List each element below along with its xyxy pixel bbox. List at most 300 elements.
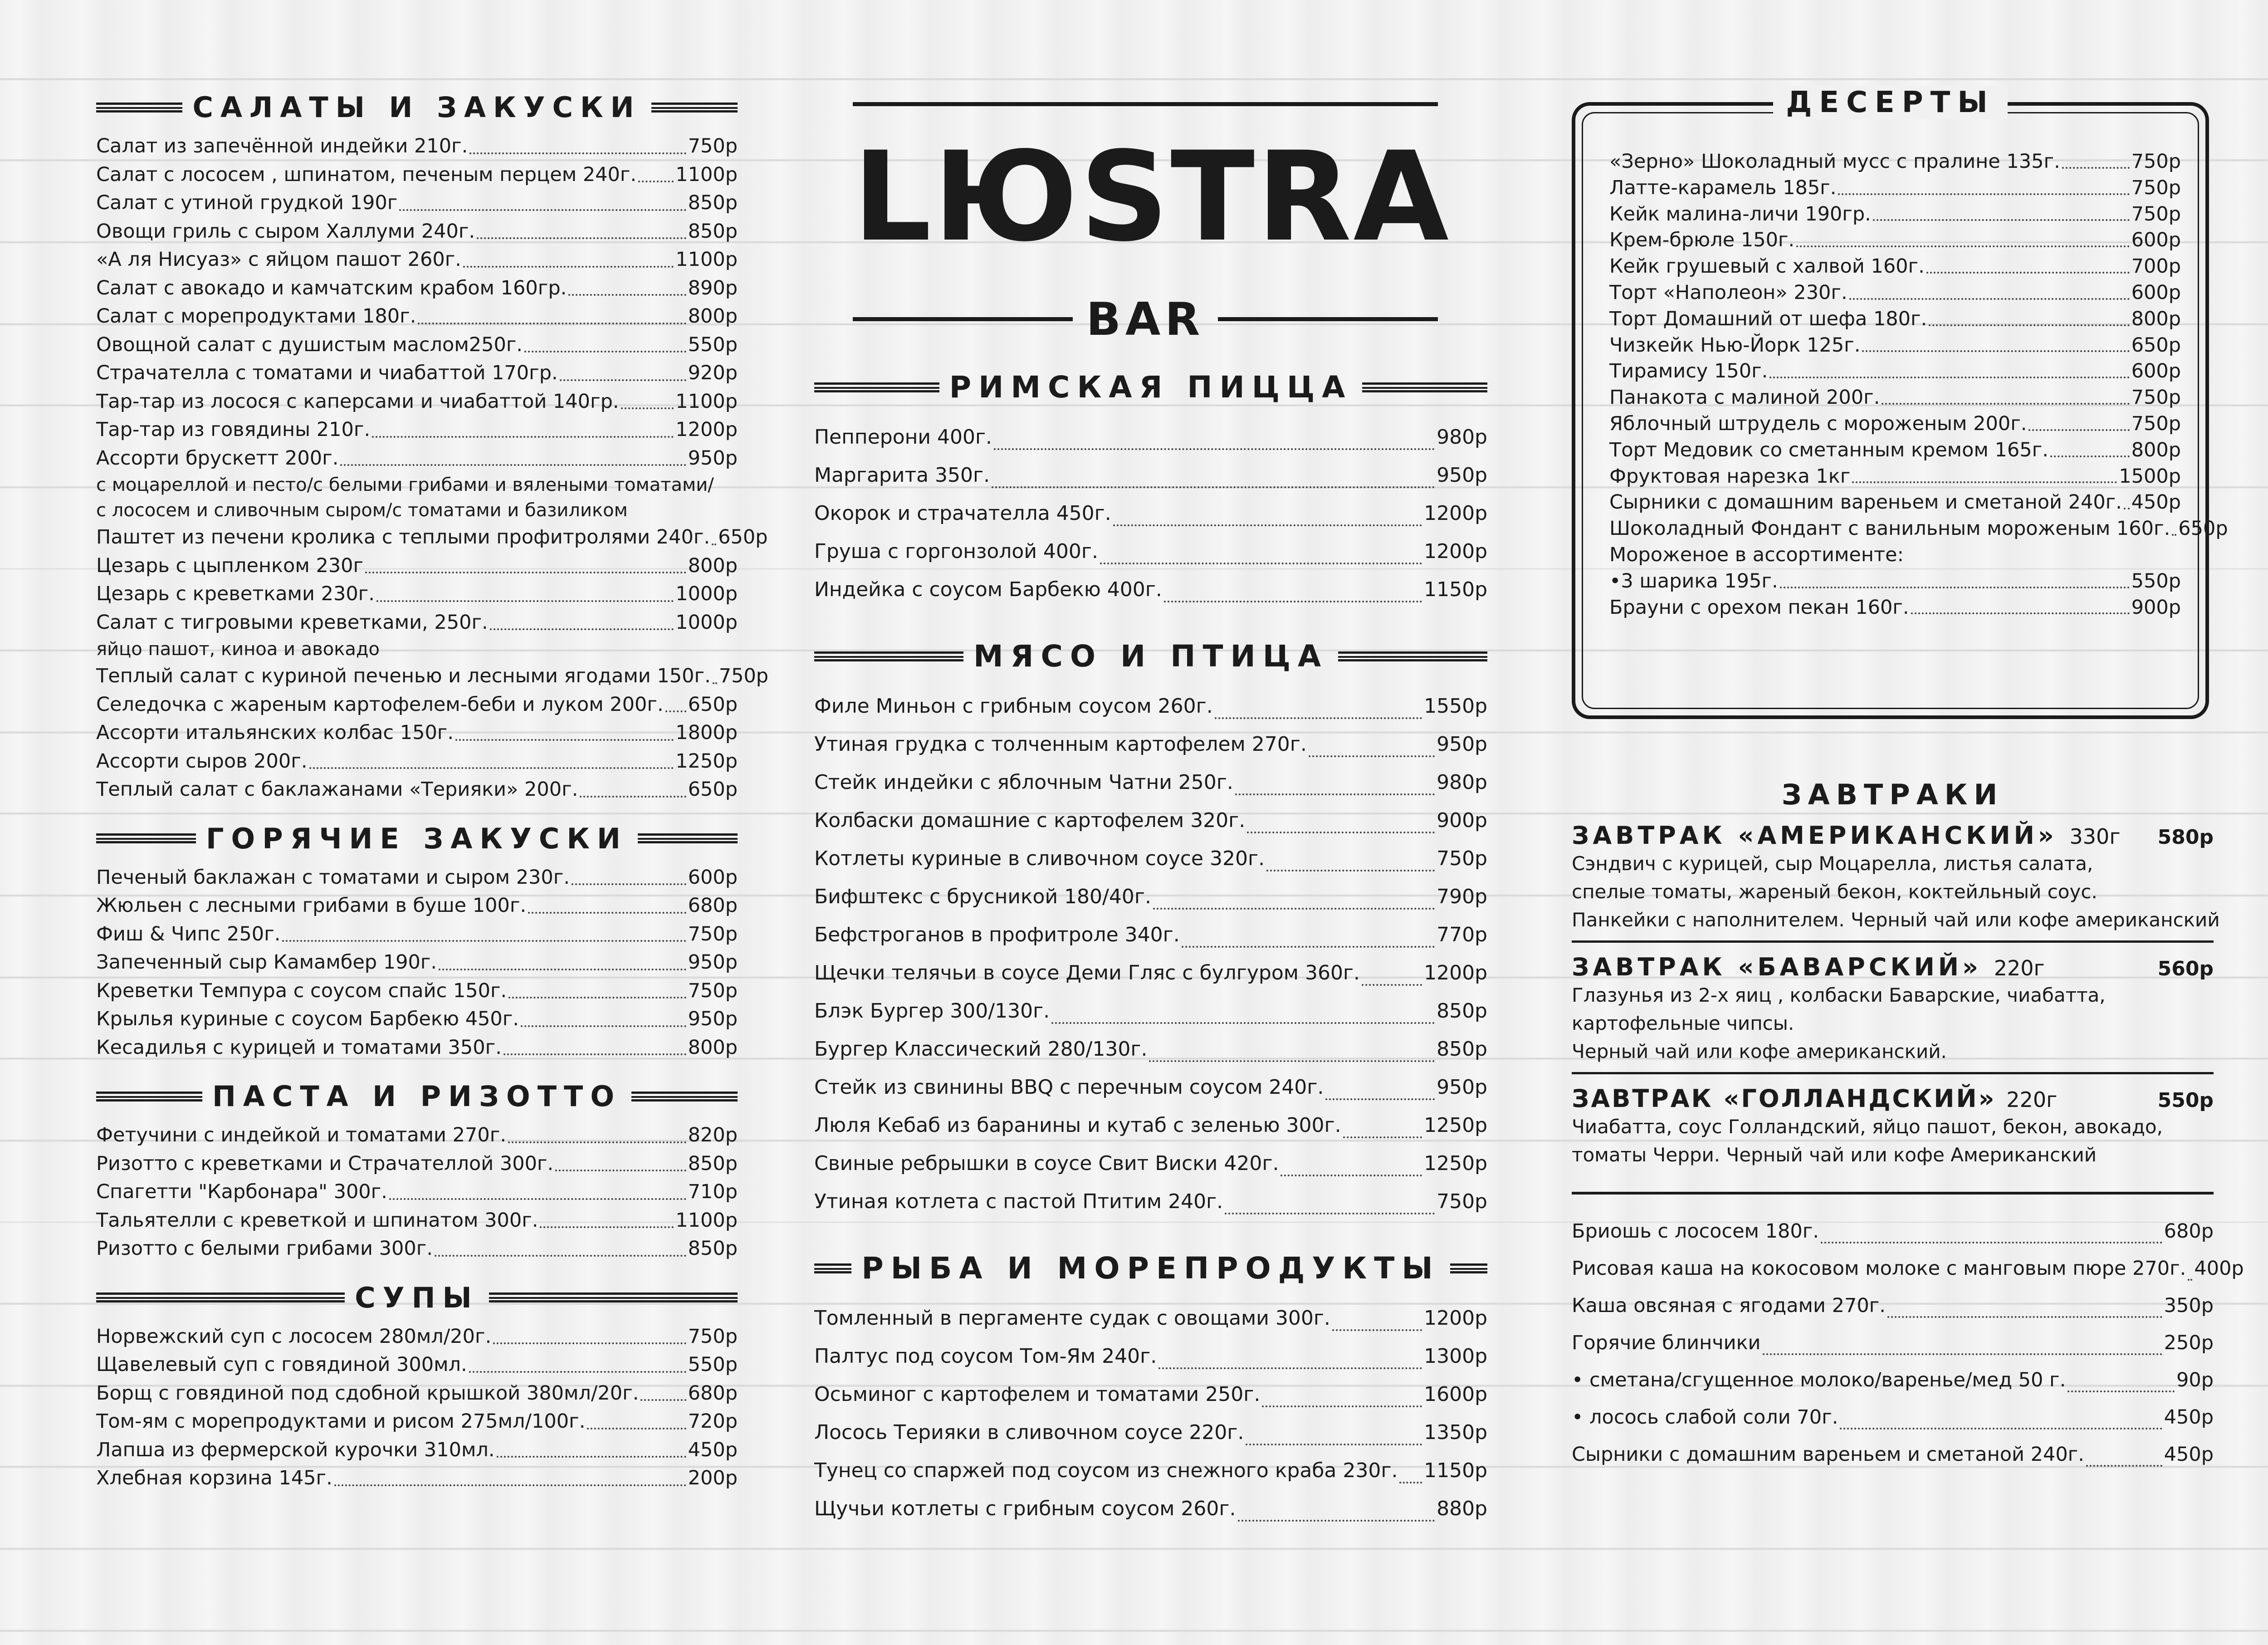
dot-leader: [1849, 298, 2130, 300]
menu-item-name: Салат с тигровыми креветками, 250г.: [96, 611, 488, 634]
dot-leader: [508, 1141, 686, 1143]
menu-item-price: 650р: [718, 526, 768, 548]
menu-item: [96, 662, 769, 690]
menu-item: [96, 775, 738, 804]
divider: [1572, 940, 2214, 943]
menu-item-price: 650р: [688, 693, 738, 716]
dot-leader: [1862, 350, 2129, 352]
breakfast-bavarian: [1572, 953, 2214, 1074]
breakfast-weight: 220г: [2006, 1087, 2058, 1112]
menu-item-name: •3 шарика 195г.: [1609, 569, 1778, 592]
menu-item-name: Маргарита 350г.: [814, 464, 990, 487]
menu-item-price: 600р: [2131, 360, 2181, 383]
dot-leader: [1238, 1520, 1435, 1522]
menu-item-name: Крылья куриные с соусом Барбекю 450г.: [96, 1008, 519, 1030]
menu-item-name: Кейк малина-личи 190гр.: [1609, 202, 1871, 225]
menu-item-price: 450р: [2164, 1406, 2214, 1429]
dot-leader: [665, 710, 686, 712]
dot-leader: [497, 1456, 686, 1458]
menu-item: [814, 533, 1487, 571]
menu-item: [96, 132, 738, 161]
menu-item-price: 1250р: [675, 749, 738, 773]
menu-item-name: Том-ям с морепродуктами и рисом 275мл/100г.: [96, 1410, 586, 1433]
dot-leader: [1911, 612, 2130, 614]
menu-item-name: Филе Миньон с грибным соусом 260г.: [814, 695, 1213, 718]
menu-item-price: 700р: [2131, 255, 2181, 278]
menu-list: [1572, 1213, 2244, 1473]
dot-leader: [503, 1053, 686, 1055]
menu-item: [96, 1464, 738, 1493]
hot-appetizers-section: [96, 822, 738, 1062]
menu-item: [96, 416, 738, 444]
menu-item-name: Окорок и страчателла 450г.: [814, 502, 1111, 525]
middle-column: [814, 102, 1487, 1558]
menu-item-price: 950р: [688, 446, 738, 470]
menu-item: [96, 1178, 738, 1206]
right-column: [1572, 86, 2244, 1473]
menu-item-price: 1100р: [675, 163, 738, 186]
dot-leader: [1309, 755, 1435, 757]
menu-note: Мороженое в ассортименте:: [1609, 543, 1904, 566]
menu-item: [1609, 464, 2181, 490]
dot-leader: [1821, 1242, 2162, 1244]
menu-item: [814, 1490, 1487, 1528]
dot-leader: [1929, 324, 2129, 326]
menu-item-name: Ризотто с белыми грибами 300г.: [96, 1237, 433, 1260]
dot-leader: [1362, 984, 1422, 986]
menu-item-price: 1350р: [1424, 1421, 1487, 1444]
menu-item-price: 800р: [2131, 438, 2181, 461]
menu-item-name: Тальятелли с креветкой и шпинатом 300г.: [96, 1209, 538, 1232]
menu-item-price: 450р: [688, 1438, 738, 1461]
menu-item: [96, 1351, 738, 1379]
dot-leader: [540, 1226, 674, 1228]
menu-item-name: Норвежский суп с лососем 280мл/20г.: [96, 1325, 492, 1348]
menu-item-price: 770р: [1437, 923, 1487, 946]
menu-item-name: Торт Домашний от шефа 180г.: [1609, 307, 1927, 330]
dot-leader: [490, 628, 674, 630]
menu-item-name: Бефстроганов в профитроле 340г.: [814, 923, 1180, 946]
menu-item: [96, 948, 738, 977]
menu-item-price: 950р: [1437, 733, 1487, 756]
menu-item-name: Креветки Темпура с соусом спайс 150г.: [96, 979, 507, 1002]
menu-item-name: Котлеты куриные в сливочном соусе 320г.: [814, 847, 1265, 870]
menu-item-price: 750р: [2131, 386, 2181, 409]
menu-item-name: Хлебная корзина 145г.: [96, 1467, 332, 1489]
menu-item: [814, 687, 1487, 725]
menu-item: [1609, 595, 2181, 621]
breakfast-dutch: [1572, 1084, 2214, 1169]
menu-note: яйцо пашот, киноа и авокадо: [96, 639, 380, 660]
menu-item-price: 850р: [1437, 999, 1487, 1023]
menu-item-name: Салат с утиной грудкой 190г: [96, 191, 398, 214]
menu-item-name: Лапша из фермерской курочки 310мл.: [96, 1438, 495, 1461]
menu-item-price: 450р: [2131, 491, 2181, 514]
menu-item-price: 1200р: [1424, 1307, 1487, 1330]
menu-item-name: Салат с авокадо и камчатским крабом 160гр.: [96, 276, 567, 299]
menu-item-price: 680р: [688, 1381, 738, 1405]
menu-item-price: 1200р: [1424, 961, 1487, 984]
menu-note: с лососем и сливочным сыром/с томатами и базиликом: [96, 500, 628, 521]
menu-item-name: Тунец со спаржей под соусом из снежного краба 230г.: [814, 1459, 1398, 1482]
dot-leader: [640, 1399, 686, 1401]
menu-item-name: Фетучини с индейкой и томатами 270г.: [96, 1124, 506, 1146]
dot-leader: [1262, 1405, 1422, 1407]
menu-item-name: Утиная котлета с пастой Птитим 240г.: [814, 1190, 1223, 1213]
menu-list: [814, 687, 1487, 1221]
dot-leader: [528, 912, 686, 914]
menu-item: [96, 161, 738, 189]
menu-item: [1609, 149, 2181, 175]
menu-item-price: 950р: [688, 1008, 738, 1030]
menu-item-name: Ассорти итальянских колбас 150г.: [96, 721, 454, 744]
dot-leader: [365, 572, 686, 573]
menu-list: [96, 523, 768, 636]
dot-leader: [1182, 946, 1435, 948]
dot-leader: [1887, 1316, 2162, 1318]
menu-item: [96, 1407, 738, 1436]
dot-leader: [1325, 1098, 1435, 1100]
menu-item: [96, 1150, 738, 1178]
menu-item-name: Свиные ребрышки в соусе Свит Виски 420г.: [814, 1152, 1279, 1175]
dot-leader: [340, 464, 686, 466]
section-title: ПАСТА И РИЗОТТО: [96, 1080, 738, 1113]
pasta-section: [96, 1080, 738, 1263]
menu-item: [1572, 1324, 2214, 1361]
menu-item-name: Каша овсяная с ягодами 270г.: [1572, 1294, 1886, 1317]
dot-leader: [521, 1025, 686, 1027]
menu-item-name: Стейк индейки с яблочным Чатни 250г.: [814, 771, 1233, 794]
menu-item-price: 1100р: [675, 390, 738, 413]
menu-item-price: 750р: [688, 979, 738, 1002]
menu-item-name: Бриошь с лососем 180г.: [1572, 1220, 1819, 1243]
menu-item: [1609, 280, 2181, 306]
menu-item: [96, 920, 738, 949]
menu-item-name: Теплый салат с баклажанами «Терияки» 200г.: [96, 778, 578, 801]
menu-item: [96, 1322, 738, 1351]
dot-leader: [469, 1371, 686, 1373]
menu-item-price: 650р: [688, 778, 738, 801]
menu-list: [96, 132, 738, 472]
dot-leader: [1225, 1213, 1435, 1214]
dot-leader: [580, 796, 686, 798]
dot-leader: [1158, 1367, 1422, 1369]
menu-item-price: 920р: [688, 362, 738, 384]
menu-item-name: Колбаски домашние с картофелем 320г.: [814, 809, 1246, 832]
section-title: СУПЫ: [96, 1281, 738, 1314]
menu-item: [814, 1337, 1487, 1376]
dot-leader: [1247, 832, 1435, 833]
menu-item: [96, 552, 738, 580]
menu-item-price: 400р: [2194, 1257, 2244, 1280]
dot-leader: [994, 448, 1435, 450]
menu-item: [96, 1033, 738, 1062]
dot-leader: [469, 152, 686, 154]
pizza-section: [814, 370, 1487, 609]
menu-item: [1609, 333, 2181, 359]
menu-item-name: Тар-тар из говядины 210г.: [96, 418, 371, 441]
breakfast-weight: 330г: [2069, 824, 2121, 849]
menu-item: [814, 1414, 1487, 1452]
menu-item-price: 550р: [2131, 569, 2181, 592]
menu-item-price: 710р: [688, 1180, 738, 1203]
menu-item-name: Тар-тар из лосося с каперсами и чиабаттой 140гр.: [96, 390, 619, 413]
menu-item-price: 600р: [688, 866, 738, 889]
menu-item-price: 850р: [688, 1152, 738, 1175]
dot-leader: [2172, 534, 2176, 536]
menu-item-price: 90р: [2176, 1369, 2214, 1391]
menu-item-price: 1100р: [675, 248, 738, 271]
dot-leader: [376, 600, 674, 602]
menu-item-price: 750р: [2131, 202, 2181, 225]
menu-item-name: Рисовая каша на кокосовом молоке с манговым пюре 270г.: [1572, 1257, 2186, 1280]
menu-item-name: Сырники с домашним вареньем и сметаной 240г.: [1609, 491, 2122, 514]
menu-item-name: Крем-брюле 150г.: [1609, 229, 1795, 252]
dot-leader: [1838, 193, 2129, 195]
menu-item: [814, 1452, 1487, 1490]
menu-item-price: 1600р: [1424, 1383, 1487, 1406]
section-title: САЛАТЫ И ЗАКУСКИ: [96, 91, 738, 124]
menu-item: [96, 387, 738, 416]
menu-item: [96, 1206, 738, 1235]
menu-item: [814, 916, 1487, 954]
menu-item: [814, 1106, 1487, 1145]
menu-item-name: • лосось слабой соли 70г.: [1572, 1406, 1838, 1429]
menu-item-price: 850р: [688, 220, 738, 243]
breakfast-name: ЗАВТРАК «АМЕРИКАНСКИЙ»: [1572, 821, 2058, 850]
menu-item-price: 800р: [688, 554, 738, 577]
dot-leader: [1246, 1444, 1422, 1445]
dot-leader: [1840, 1428, 2162, 1430]
menu-item-name: Сырники с домашним вареньем и сметаной 240г.: [1572, 1443, 2084, 1466]
menu-item-price: 1250р: [1424, 1152, 1487, 1175]
menu-item: [96, 1005, 738, 1033]
meat-section: [814, 639, 1487, 1221]
menu-item-price: 950р: [688, 951, 738, 974]
menu-item: [1572, 1213, 2214, 1250]
menu-list: [1609, 568, 2181, 621]
dot-leader: [1332, 1329, 1422, 1331]
menu-item-name: Запеченный сыр Камамбер 190г.: [96, 951, 437, 974]
menu-note: с моцареллой и песто/с белыми грибами и вялеными томатами/: [96, 475, 714, 495]
dot-leader: [1852, 481, 2117, 483]
menu-item-price: 800р: [688, 305, 738, 328]
menu-item: [1609, 385, 2181, 411]
menu-item-name: Палтус под соусом Том-Ям 240г.: [814, 1345, 1157, 1368]
menu-item-name: Чизкейк Нью-Йорк 125г.: [1609, 333, 1861, 357]
dot-leader: [1343, 1136, 1422, 1138]
menu-item-name: Фруктовая нарезка 1кг: [1609, 465, 1851, 488]
menu-item: [96, 747, 738, 776]
dot-leader: [2050, 455, 2130, 457]
dot-leader: [1796, 245, 2129, 247]
breakfast-desc: Глазунья из 2-х яиц , колбаски Баварские, чиабатта,: [1572, 984, 2106, 1006]
menu-item: [814, 764, 1487, 802]
menu-item-price: 850р: [1437, 1038, 1487, 1061]
menu-item-price: 600р: [2131, 281, 2181, 304]
menu-item-name: Томленный в пергаменте судак с овощами 300г.: [814, 1307, 1330, 1330]
menu-item: [1609, 568, 2181, 595]
logo-subtitle: BAR: [1086, 293, 1205, 346]
breakfast-name: ЗАВТРАК «ГОЛЛАНДСКИЙ»: [1572, 1084, 1996, 1113]
menu-item: [814, 1030, 1487, 1068]
menu-item-name: Спагетти "Карбонара" 300г.: [96, 1180, 387, 1203]
menu-item: [96, 690, 738, 719]
menu-item-price: 950р: [1437, 1076, 1487, 1099]
dot-leader: [435, 1255, 686, 1257]
menu-item: [1609, 411, 2181, 437]
soups-section: [96, 1281, 738, 1493]
menu-item-name: Страчателла с томатами и чиабаттой 170гр.: [96, 362, 558, 384]
menu-item-price: 350р: [2164, 1294, 2214, 1317]
menu-item-name: Горячие блинчики: [1572, 1332, 1761, 1354]
menu-item: [1609, 437, 2181, 464]
menu-item-name: Щучьи котлеты с грибным соусом 260г.: [814, 1497, 1236, 1520]
menu-item: [1572, 1287, 2214, 1324]
section-title: ГОРЯЧИЕ ЗАКУСКИ: [96, 822, 738, 855]
menu-item-name: Жюльен с лесными грибами в буше 100г.: [96, 894, 527, 917]
dot-leader: [493, 1342, 686, 1344]
dot-leader: [1153, 908, 1435, 910]
menu-item-price: 750р: [1437, 847, 1487, 870]
menu-item-price: 980р: [1437, 771, 1487, 794]
menu-item: [1609, 490, 2181, 516]
menu-item-price: 750р: [2131, 412, 2181, 435]
menu-item-price: 750р: [1437, 1190, 1487, 1213]
menu-item: [96, 1379, 738, 1408]
menu-item: [1609, 201, 2181, 228]
menu-item-name: Латте-карамель 185г.: [1609, 176, 1837, 199]
menu-item-price: 980р: [1437, 426, 1487, 449]
dot-leader: [621, 407, 674, 409]
menu-item-price: 1000р: [675, 611, 738, 634]
menu-item-price: 1800р: [675, 721, 738, 744]
menu-item-price: 600р: [2131, 229, 2181, 252]
dot-leader: [555, 1170, 686, 1171]
menu-item-name: Яблочный штрудель с мороженым 200г.: [1609, 412, 2027, 435]
dot-leader: [1051, 1022, 1435, 1024]
breakfast-desc: Панкейки с наполнителем. Черный чай или кофе американский: [1572, 909, 2220, 931]
menu-item: [96, 891, 738, 920]
breakfast-price: 560р: [2157, 957, 2214, 980]
menu-item-name: Фиш & Чипс 250г.: [96, 922, 281, 945]
dot-leader: [1164, 601, 1422, 602]
menu-item-name: Овощной салат с душистым маслом250г.: [96, 333, 523, 356]
dot-leader: [1882, 403, 2129, 405]
menu-item-price: 750р: [2131, 176, 2181, 199]
menu-item-name: «А ля Нисуаз» с яйцом пашот 260г.: [96, 248, 461, 271]
menu-item-price: 1000р: [675, 583, 738, 605]
menu-item-name: Брауни с орехом пекан 160г.: [1609, 596, 1909, 619]
dot-leader: [1266, 870, 1435, 871]
menu-item-price: 1200р: [1424, 540, 1487, 563]
menu-item-price: 880р: [1437, 1497, 1487, 1520]
menu-item-name: Щечки телячьи в соусе Деми Гляс с булгуром 360г.: [814, 961, 1360, 984]
menu-item-price: 850р: [688, 191, 738, 214]
menu-item-name: Ризотто с креветками и Страчателлой 300г.: [96, 1152, 554, 1175]
dot-leader: [282, 940, 686, 942]
menu-item-name: • сметана/сгущенное молоко/варенье/мед 50 г.: [1572, 1369, 2066, 1391]
menu-list: [814, 1299, 1487, 1528]
dot-leader: [455, 739, 674, 741]
menu-item: [96, 719, 738, 747]
menu-item: [96, 217, 738, 246]
menu-item-price: 900р: [1437, 809, 1487, 832]
menu-item-name: Овощи гриль с сыром Халлуми 240г.: [96, 220, 475, 243]
breakfast-american: [1572, 821, 2220, 943]
dot-leader: [389, 1198, 686, 1200]
menu-item-price: 790р: [1437, 885, 1487, 908]
menu-item: [814, 494, 1487, 533]
menu-item-price: 750р: [2131, 150, 2181, 173]
menu-item-price: 1100р: [675, 1209, 738, 1232]
menu-item-price: 720р: [688, 1410, 738, 1433]
fish-section: [814, 1251, 1487, 1528]
dot-leader: [1235, 793, 1435, 795]
menu-item-name: Груша с горгонзолой 400г.: [814, 540, 1098, 563]
salads-section: [96, 91, 769, 804]
menu-item-name: Бифштекс с брусникой 180/40г.: [814, 885, 1151, 908]
menu-list: [96, 662, 769, 804]
menu-item: [96, 444, 738, 473]
menu-item: [1609, 358, 2181, 385]
menu-item-price: 450р: [2164, 1443, 2214, 1466]
menu-item-name: Торт «Наполеон» 230г.: [1609, 281, 1848, 304]
menu-item-name: Салат с морепродуктами 180г.: [96, 305, 416, 328]
menu-item: [814, 954, 1487, 992]
menu-item: [96, 863, 738, 892]
menu-item: [814, 802, 1487, 840]
dot-leader: [524, 351, 686, 352]
menu-list: [96, 1322, 738, 1493]
menu-item-name: Селедочка с жареным картофелем-беби и луком 200г.: [96, 693, 664, 716]
menu-item-name: Бургер Классический 280/130г.: [814, 1038, 1148, 1061]
dot-leader: [1399, 1482, 1422, 1483]
menu-item-name: Салат из запечённой индейки 210г.: [96, 135, 468, 157]
menu-item-name: Ассорти брускетт 200г.: [96, 446, 339, 470]
menu-item-name: Индейка с соусом Барбекю 400г.: [814, 578, 1162, 601]
menu-item: [96, 1121, 738, 1150]
menu-item: [96, 359, 738, 387]
menu-item: [96, 580, 738, 608]
dot-leader: [2062, 167, 2130, 169]
dot-leader: [2124, 508, 2130, 509]
dot-leader: [1149, 1060, 1435, 1062]
menu-list: [96, 1121, 738, 1263]
menu-item-price: 680р: [2164, 1220, 2214, 1243]
menu-item: [814, 1183, 1487, 1221]
breakfast-price: 550р: [2157, 1089, 2214, 1112]
dot-leader: [399, 209, 686, 211]
menu-item-price: 200р: [688, 1467, 738, 1489]
section-title: МЯСО И ПТИЦА: [814, 639, 1487, 674]
menu-item-name: «Зерно» Шоколадный мусс с пралине 135г.: [1609, 150, 2060, 173]
section-title: РИМСКАЯ ПИЦЦА: [814, 370, 1487, 405]
logo-wordmark: LЮSTRA: [853, 126, 1451, 269]
menu-item-name: Люля Кебаб из баранины и кутаб с зеленью 300г.: [814, 1114, 1341, 1137]
menu-item: [1609, 227, 2181, 254]
breakfast-price: 580р: [2157, 826, 2214, 849]
dot-leader: [1113, 524, 1422, 526]
menu-item-price: 650р: [2178, 517, 2228, 540]
dot-leader: [1215, 717, 1422, 719]
breakfast-extras: [1572, 1192, 2244, 1473]
breakfast-desc: Сэндвич с курицей, сыр Моцарелла, листья салата,: [1572, 852, 2093, 875]
dot-leader: [568, 294, 686, 296]
dot-leader: [309, 767, 674, 769]
section-title: ДЕСЕРТЫ: [1575, 86, 2205, 119]
menu-item-price: 550р: [688, 1353, 738, 1376]
